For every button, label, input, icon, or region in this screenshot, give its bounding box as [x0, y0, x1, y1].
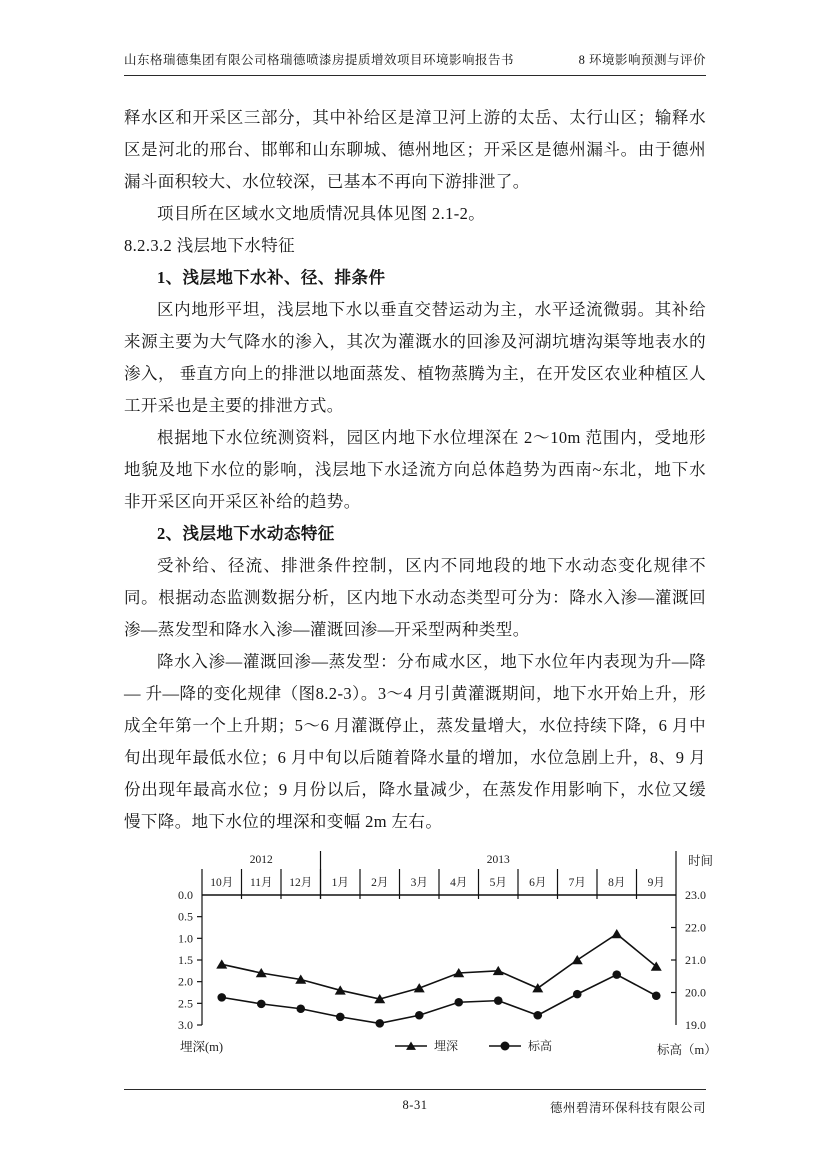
section-heading-8232: 8.2.3.2 浅层地下水特征: [124, 236, 295, 255]
svg-text:9月: 9月: [647, 877, 665, 889]
svg-text:23.0: 23.0: [685, 888, 706, 902]
svg-text:时间: 时间: [688, 854, 714, 868]
groundwater-level-chart: [165, 845, 765, 1065]
subheading-recharge-conditions: 1、浅层地下水补、径、排条件: [157, 268, 386, 287]
subheading-dynamic-features: 2、浅层地下水动态特征: [157, 524, 335, 543]
header-doc-title: 山东格瑞德集团有限公司格瑞德喷漆房提质增效项目环境影响报告书: [124, 53, 515, 67]
svg-text:11月: 11月: [249, 877, 273, 889]
paragraph-dynamic-types: 受补给、径流、排泄条件控制，区内不同地段的地下水动态变化规律不同。根据动态监测数据分析，区内地下水动态类型可分为：降水入渗—灌溉回渗—蒸发型和降水入渗—灌溉回渗—开采型两种类型。: [124, 556, 706, 639]
svg-text:2.5: 2.5: [178, 996, 193, 1011]
svg-text:2012: 2012: [249, 854, 273, 866]
svg-text:1.0: 1.0: [178, 931, 193, 946]
svg-text:埋深(m): 埋深(m): [180, 1040, 224, 1054]
page-header: [124, 50, 706, 76]
svg-text:1.5: 1.5: [178, 953, 193, 967]
paragraph-continuation: 释水区和开采区三部分，其中补给区是漳卫河上游的太岳、太行山区；输释水区是河北的邢台、邯郸和山东聊城、德州地区；开采区是德州漏斗。由于德州漏斗面积较大、水位较深，已基本不再向下游排泄了。: [124, 108, 706, 191]
paragraph-figure-ref: 项目所在区域水文地质情况具体见图 2.1-2。: [157, 204, 486, 223]
svg-text:8月: 8月: [608, 877, 626, 889]
body-text: [124, 102, 706, 838]
page-footer: [124, 1089, 706, 1113]
svg-text:20.0: 20.0: [685, 985, 706, 1000]
svg-text:21.0: 21.0: [685, 953, 706, 967]
svg-text:3月: 3月: [410, 877, 428, 889]
groundwater-chart-svg: [165, 845, 765, 1065]
svg-text:2月: 2月: [371, 877, 389, 889]
svg-text:2.0: 2.0: [178, 974, 193, 989]
svg-text:1月: 1月: [331, 877, 349, 889]
svg-text:0.0: 0.0: [178, 888, 193, 902]
svg-text:12月: 12月: [289, 877, 313, 889]
svg-text:2013: 2013: [486, 854, 510, 866]
svg-text:标高: 标高: [528, 1039, 553, 1053]
svg-text:19.0: 19.0: [685, 1018, 706, 1032]
paragraph-recharge: 区内地形平坦，浅层地下水以垂直交替运动为主，水平迳流微弱。其补给来源主要为大气降水的渗入，其次为灌溉水的回渗及河湖坑塘沟渠等地表水的渗入， 垂直方向上的排泄以地面蒸发、植物蒸腾为主，在开发区农业种植区人工开采也是主要的排泄方式。: [124, 300, 706, 415]
company-name: 德州碧清环保科技有限公司: [549, 1101, 706, 1115]
header-chapter-title: 8 环境影响预测与评价: [578, 53, 706, 67]
svg-text:10月: 10月: [210, 877, 234, 889]
page-number: 8-31: [402, 1098, 428, 1112]
svg-text:6月: 6月: [529, 877, 547, 889]
svg-text:4月: 4月: [450, 877, 468, 889]
svg-text:0.5: 0.5: [178, 909, 193, 924]
svg-text:5月: 5月: [489, 877, 507, 889]
svg-text:3.0: 3.0: [178, 1018, 193, 1032]
svg-text:7月: 7月: [568, 877, 586, 889]
paragraph-seasonal-variation: 降水入渗—灌溉回渗—蒸发型：分布咸水区，地下水位年内表现为升—降— 升—降的变化规律（图8.2-3）。3～4 月引黄灌溉期间，地下水开始上升，形成全年第一个上升期；5～6 月灌溉停止，蒸发量增大，水位持续下降，6 月中旬出现年最低水位；6 月中旬以后随着降水量的增加，水位急剧上升，8、9 月份出现年最高水位；9 月份以后，降水量减少，在蒸发作用影响下，水位又缓慢下降。地下水位的埋深和变幅 2m 左右。: [124, 652, 706, 831]
paragraph-water-depth: 根据地下水位统测资料，园区内地下水位埋深在 2～10m 范围内，受地形地貌及地下水位的影响，浅层地下水迳流方向总体趋势为西南~东北，地下水非开采区向开采区补给的趋势。: [124, 428, 706, 511]
svg-text:埋深: 埋深: [434, 1039, 459, 1053]
svg-text:22.0: 22.0: [685, 920, 706, 935]
svg-text:标高（m）: 标高（m）: [657, 1043, 717, 1057]
